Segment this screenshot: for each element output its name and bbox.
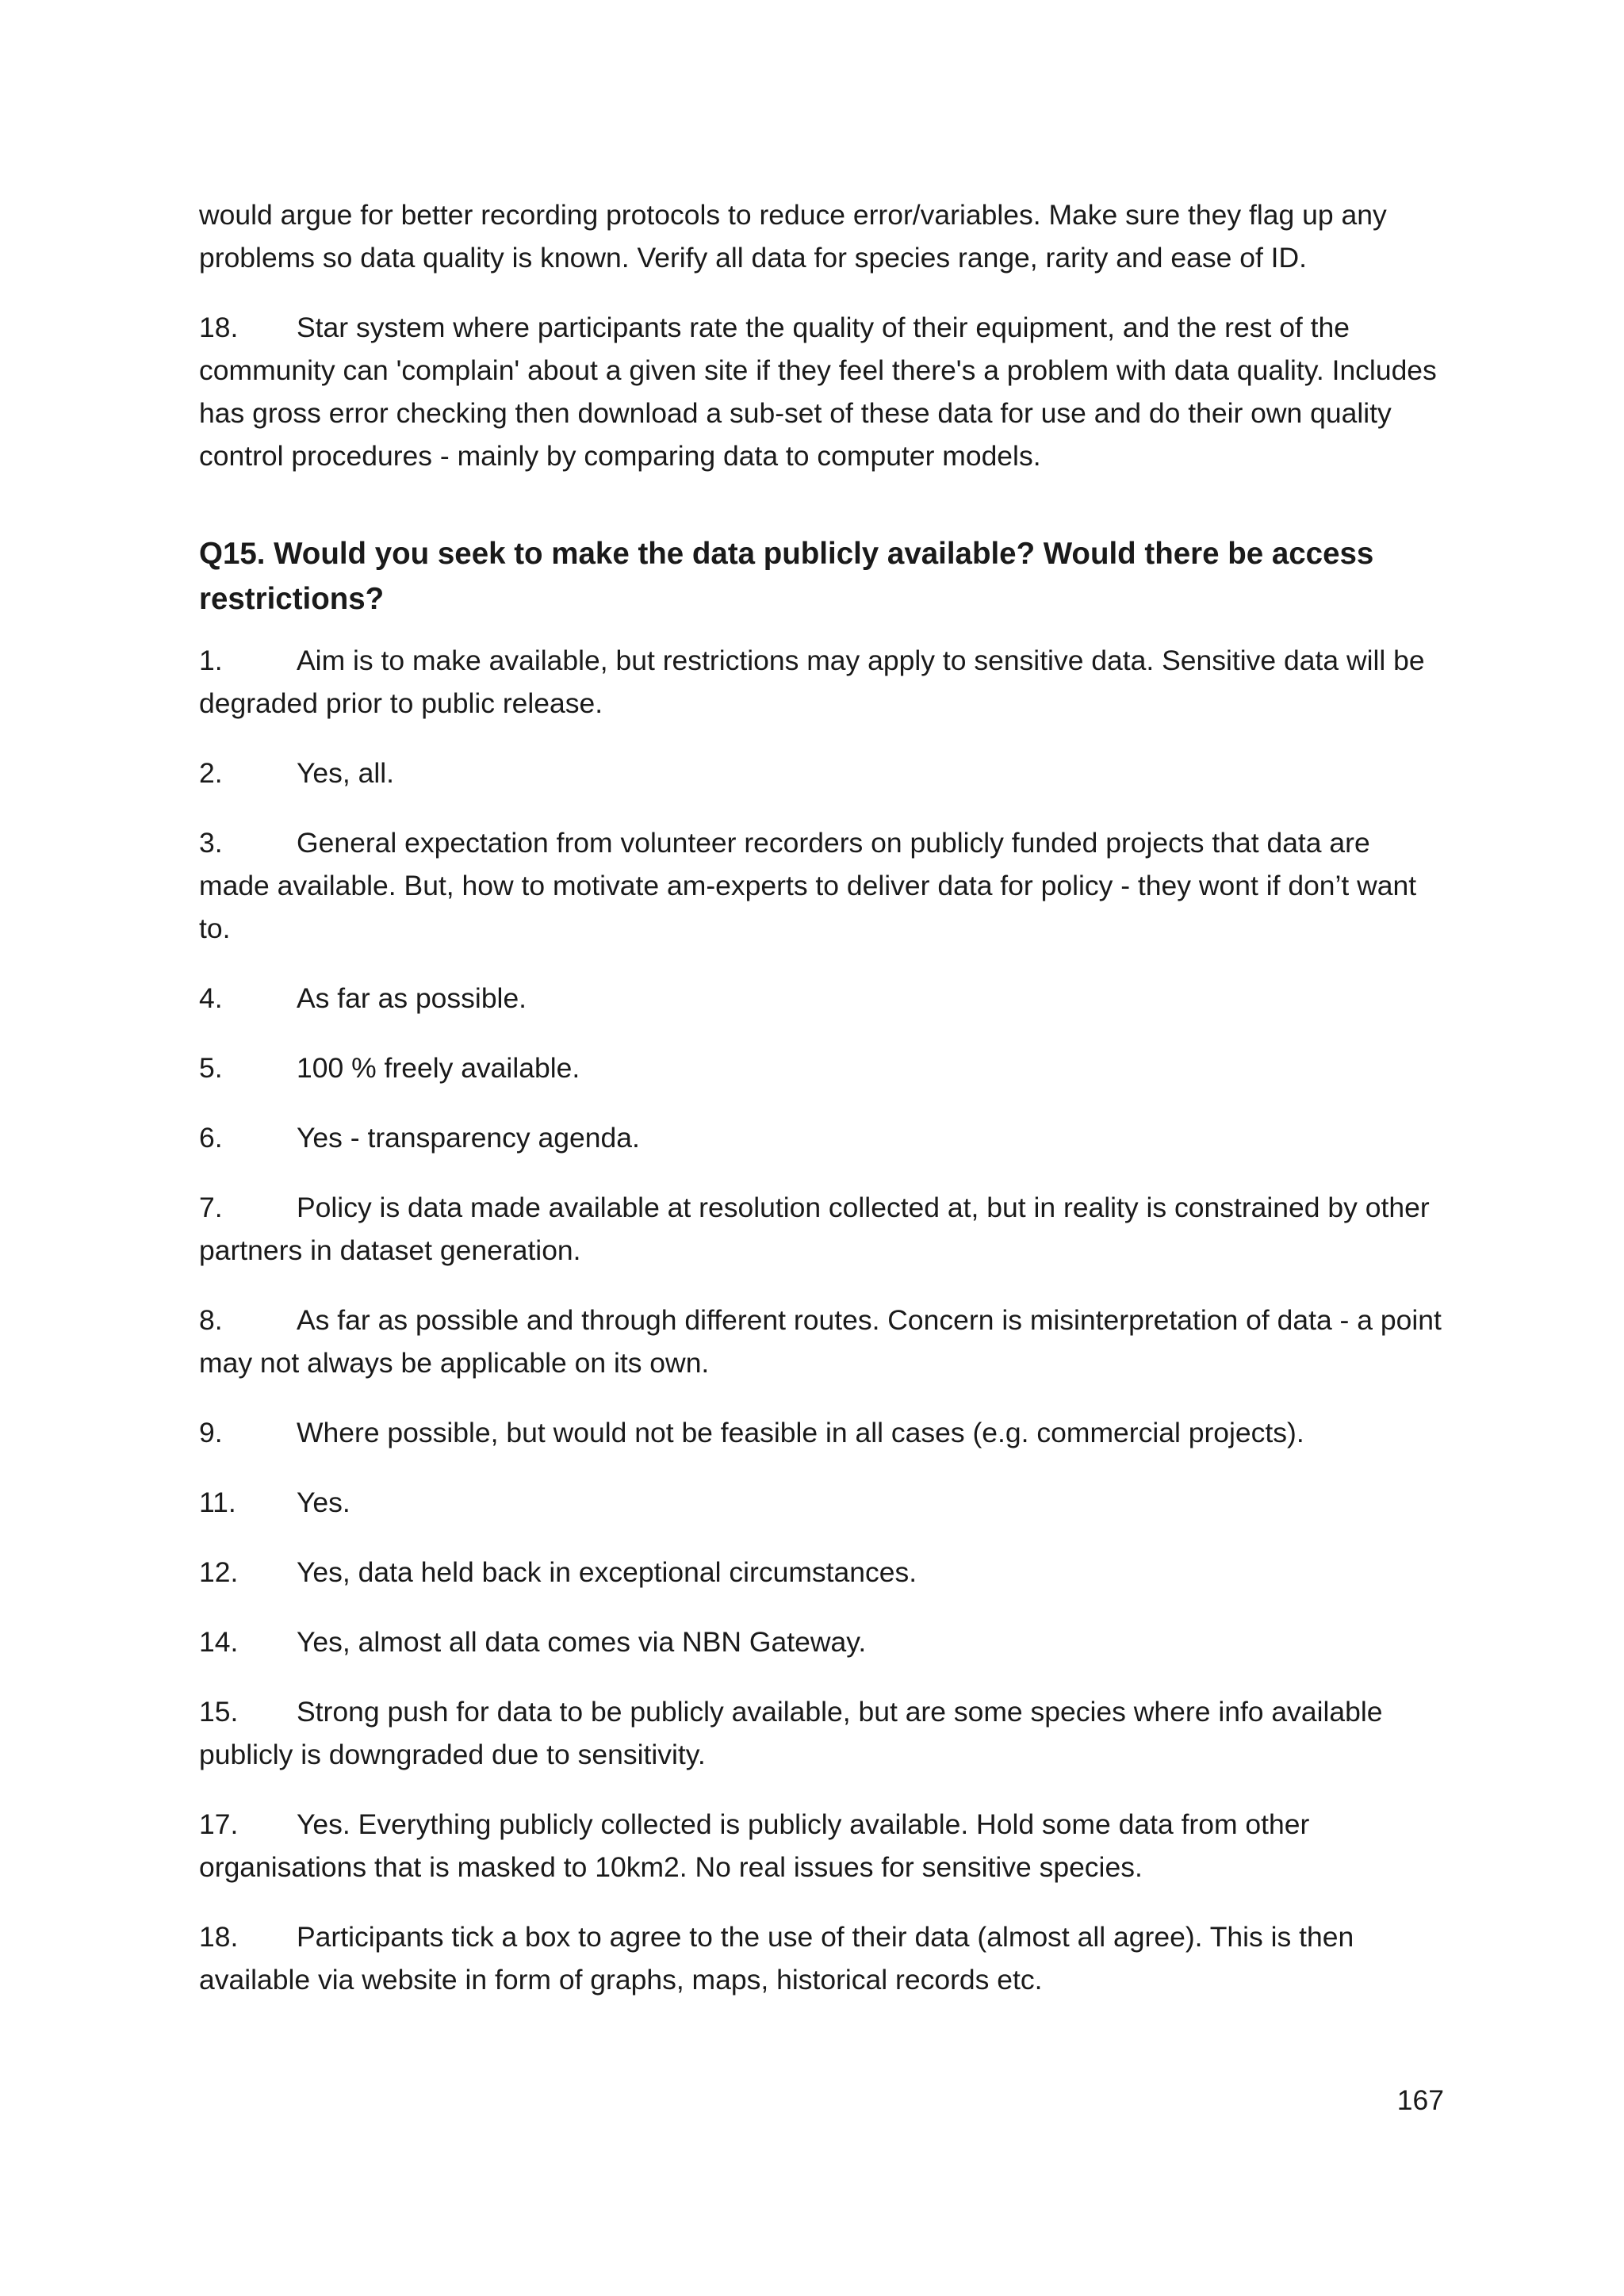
answer-text: As far as possible. [297, 982, 527, 1014]
answer-number: 14. [199, 1626, 239, 1658]
answer-entry [199, 1186, 1444, 1272]
answer-number: 3. [199, 827, 223, 859]
answer-text: Yes, almost all data comes via NBN Gateway. [297, 1626, 867, 1658]
answer-text: Participants tick a box to agree to the use of their data (almost all agree). This is then available via website in form of graphs, maps, historical records etc. [199, 1921, 1354, 1996]
answer-number: 1. [199, 645, 223, 676]
answer-entry [199, 821, 1444, 950]
answer-number: 18. [199, 312, 239, 343]
answer-entry [199, 1481, 1444, 1524]
answer-number: 2. [199, 757, 223, 789]
answer-number: 12. [199, 1556, 239, 1588]
question-heading: Q15. Would you seek to make the data publicly available? Would there be access restrictions? [199, 537, 1374, 616]
answer-entry [199, 1411, 1444, 1454]
answer-text: Yes - transparency agenda. [297, 1122, 640, 1154]
answer-entry [199, 1551, 1444, 1594]
answer-text: Star system where participants rate the quality of their equipment, and the rest of the community can 'complain' about a given site if they feel there's a problem with data quality. Includes has gross error checking then download a sub-set of these data for use and do their own quality control procedures - mainly by comparing data to computer models. [199, 312, 1437, 472]
answer-entry [199, 1116, 1444, 1159]
answer-text: Yes. Everything publicly collected is publicly available. Hold some data from other organisations that is masked to 10km2. No real issues for sensitive species. [199, 1808, 1310, 1883]
answer-entry [199, 1299, 1444, 1384]
answer-text: 100 % freely available. [297, 1052, 580, 1084]
answer-number: 9. [199, 1417, 223, 1448]
answer-text: Where possible, but would not be feasible in all cases (e.g. commercial projects). [297, 1417, 1304, 1448]
answer-number: 8. [199, 1304, 223, 1336]
answer-text: Yes, data held back in exceptional circumstances. [297, 1556, 917, 1588]
answer-number: 4. [199, 982, 223, 1014]
answer-entry [199, 1803, 1444, 1888]
answer-entry [199, 1915, 1444, 2001]
answer-text: General expectation from volunteer recorders on publicly funded projects that data are made available. But, how to motivate am-experts to deliver data for policy - they wont if don’t want to. [199, 827, 1417, 944]
answer-text: Yes. [297, 1487, 350, 1518]
answer-number: 18. [199, 1921, 239, 1953]
answer-text: Strong push for data to be publicly available, but are some species where info available publicly is downgraded due to sensitivity. [199, 1696, 1383, 1770]
answer-number: 5. [199, 1052, 223, 1084]
answer-text: Policy is data made available at resolution collected at, but in reality is constrained by other partners in dataset generation. [199, 1192, 1430, 1266]
answer-number: 15. [199, 1696, 239, 1728]
answer-number: 17. [199, 1808, 239, 1840]
answer-entry [199, 1690, 1444, 1776]
answer-text: Aim is to make available, but restrictions may apply to sensitive data. Sensitive data will be degraded prior to public release. [199, 645, 1425, 719]
answer-entry [199, 306, 1444, 477]
answer-text: Yes, all. [297, 757, 395, 789]
answer-number: 11. [199, 1487, 236, 1518]
answer-text: As far as possible and through different routes. Concern is misinterpretation of data - a point may not always be applicable on its own. [199, 1304, 1442, 1379]
answers-list [199, 639, 1444, 2001]
answer-entry [199, 1621, 1444, 1663]
answer-number: 6. [199, 1122, 223, 1154]
previous-answers-list [199, 306, 1444, 477]
continuation-paragraph: would argue for better recording protocols to reduce error/variables. Make sure they flag up any problems so data quality is known. Verify all data for species range, rarity and ease of ID. [199, 199, 1387, 274]
answer-entry [199, 752, 1444, 794]
answer-number: 7. [199, 1192, 223, 1223]
answer-entry [199, 639, 1444, 725]
document-page [199, 193, 1444, 2028]
page-number: 167 [1396, 2084, 1444, 2116]
answer-entry [199, 977, 1444, 1020]
answer-entry [199, 1047, 1444, 1089]
